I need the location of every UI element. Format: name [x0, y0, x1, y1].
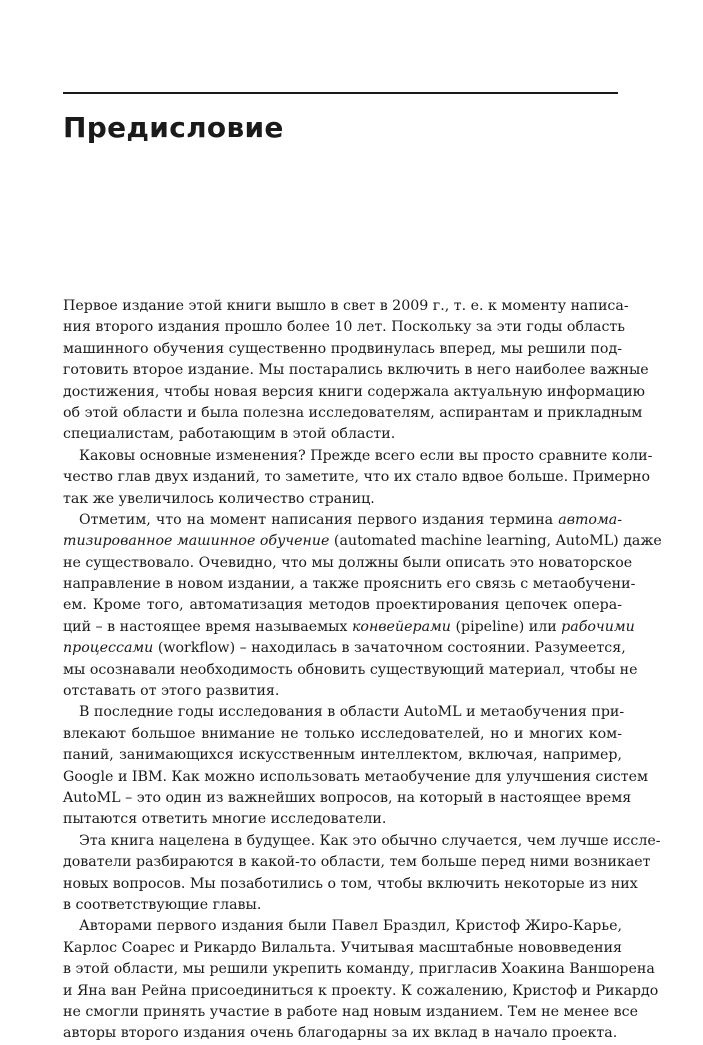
text-line [63, 553, 633, 574]
text-line [63, 638, 626, 659]
text-run: (automated machine learning, AutoML) даже [329, 533, 662, 550]
text-run: так же увеличилось количество страниц. [63, 490, 375, 507]
text-line [63, 788, 632, 809]
text-line [63, 510, 622, 531]
text-line [63, 595, 622, 616]
text-line [63, 767, 649, 788]
text-line [63, 852, 651, 873]
text-line [63, 531, 662, 552]
italic-term: процессами [63, 640, 154, 657]
text-line [63, 617, 635, 638]
text-line [63, 895, 622, 916]
text-line [63, 1002, 639, 1023]
text-line [63, 360, 649, 381]
text-run: Авторами первого издания были Павел Браздил, Кристоф Жиро-Карье, [79, 918, 622, 935]
text-line [63, 382, 646, 403]
text-run: мы осознавали необходимость обновить существующий материал, чтобы не [63, 661, 638, 678]
text-run: не смогли принять участие в работе над новым изданием. Тем не менее все [63, 1003, 639, 1020]
text-run: AutoML – это один из важнейших вопросов, на который в настоящее время [63, 789, 632, 806]
text-line [63, 660, 638, 681]
text-line [63, 339, 622, 360]
text-run: Карлос Соарес и Рикардо Вилальта. Учитывая масштабные нововведения [63, 939, 622, 956]
text-line [63, 809, 622, 830]
text-line [63, 702, 625, 723]
italic-term: тизированное машинное обучение [63, 533, 330, 550]
text-run: в соответствующие главы. [63, 896, 262, 913]
text-run: дователи разбираются в какой-то области, тем больше перед ними возникает [63, 854, 651, 871]
text-run: направление в новом издании, а также прояснить его связь с метаобучени- [63, 576, 636, 593]
text-run: ций – в настоящее время называемых [63, 618, 352, 635]
text-line [63, 403, 643, 424]
text-run: Первое издание этой книги вышло в свет в 2009 г., т. е. к моменту написа- [63, 298, 629, 314]
text-run: отставать от этого развития. [63, 683, 280, 700]
text-line [63, 916, 622, 937]
text-run: Google и IBM. Как можно использовать метаобучение для улучшения систем [63, 768, 649, 785]
text-line [63, 681, 622, 702]
text-run: паний, занимающихся искусственным интеллектом, включая, например, [63, 747, 622, 764]
italic-term: автома- [558, 511, 622, 528]
chapter-title: Предисловие [63, 111, 284, 144]
text-line [63, 489, 622, 510]
text-line [63, 574, 636, 595]
text-run: в этой области, мы решили укрепить команду, пригласив Хоакина Ваншорена [63, 961, 655, 978]
text-run: машинного обучения существенно продвинулась вперед, мы решили под- [63, 340, 622, 357]
text-run: специалистам, работающим в этой области. [63, 426, 396, 443]
text-run: пытаются ответить многие исследователи. [63, 811, 387, 828]
text-line [63, 1023, 622, 1044]
text-run: и Яна ван Рейна присоединиться к проекту. К сожалению, Кристоф и Рикардо [63, 982, 659, 999]
text-line [63, 424, 622, 445]
text-line [63, 831, 661, 852]
text-run: не существовало. Очевидно, что мы должны были описать это новаторское [63, 554, 633, 571]
preface-body [63, 296, 662, 1045]
text-line [63, 317, 625, 338]
text-run: готовить второе издание. Мы постарались включить в него наиболее важные [63, 362, 649, 379]
text-run: Отметим, что на момент написания первого издания термина [79, 511, 559, 528]
text-line [63, 745, 622, 766]
text-run: Каковы основные изменения? Прежде всего если вы просто сравните коли- [79, 447, 653, 464]
text-line [63, 467, 651, 488]
text-run: авторы второго издания очень благодарны за их вклад в начало проекта. [63, 1025, 618, 1042]
text-line [63, 296, 629, 317]
text-run: ем. Кроме того, автоматизация методов проектирования цепочек опера- [63, 597, 622, 614]
text-run: чество глав двух изданий, то заметите, что их стало вдвое больше. Примерно [63, 469, 651, 486]
text-line [63, 874, 638, 895]
text-run: В последние годы исследования в области AutoML и метаобучения при- [79, 704, 625, 721]
italic-term: рабочими [561, 618, 635, 635]
text-run: Эта книга нацелена в будущее. Как это обычно случается, чем лучше иссле- [79, 832, 661, 849]
text-line [63, 959, 655, 980]
text-run: ния второго издания прошло более 10 лет. Поскольку за эти годы область [63, 319, 625, 336]
text-run: (pipeline) или [450, 618, 562, 635]
text-run: достижения, чтобы новая версия книги содержала актуальную информацию [63, 383, 646, 400]
text-run: (workflow) – находилась в зачаточном состоянии. Разумеется, [153, 640, 626, 657]
text-run: новых вопросов. Мы позаботились о том, чтобы включить некоторые из них [63, 875, 638, 892]
text-run: об этой области и была полезна исследователям, аспирантам и прикладным [63, 404, 643, 421]
text-line [63, 724, 622, 745]
italic-term: конвейерами [351, 618, 451, 635]
text-line [63, 446, 653, 467]
top-rule [63, 92, 618, 94]
text-line [63, 938, 622, 959]
text-line [63, 981, 659, 1002]
text-run: влекают большое внимание не только исследователей, но и многих ком- [63, 725, 622, 742]
